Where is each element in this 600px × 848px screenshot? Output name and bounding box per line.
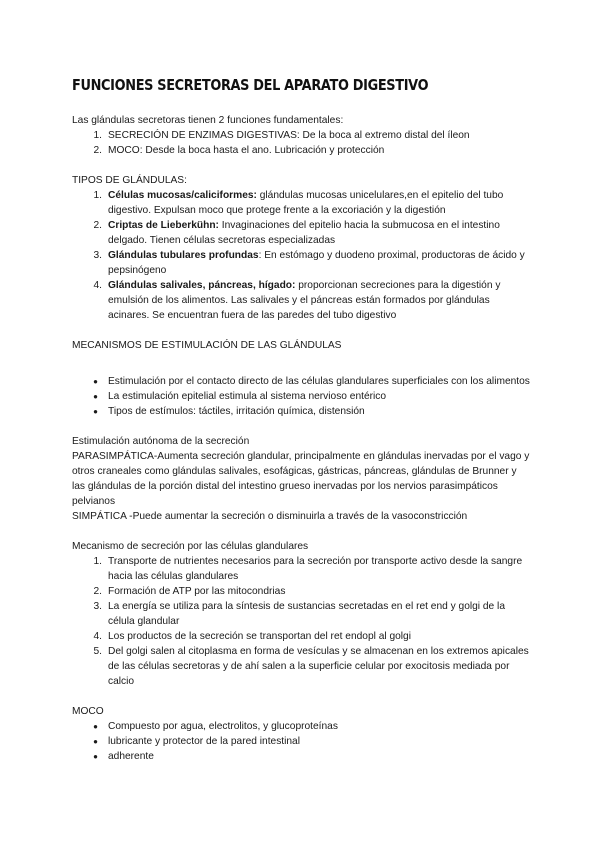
section-heading-mecanismo: Mecanismo de secreción por las células glandulares xyxy=(72,541,309,552)
list-item: 2. Formación de ATP por las mitocondrias xyxy=(93,586,286,597)
tipos-list xyxy=(72,188,532,323)
list-item: ● lubricante y protector de la pared intestinal xyxy=(93,736,300,747)
list-item: 4. Los productos de la secreción se transportan del ret endopl al golgi xyxy=(93,631,411,642)
moco-list xyxy=(72,719,532,764)
section-heading-moco: MOCO xyxy=(72,706,104,717)
list-item: ● adherente xyxy=(93,751,154,762)
list-item: ● Tipos de estímulos: táctiles, irritación química, distensión xyxy=(93,406,365,417)
list-item: 3. Glándulas tubulares profundas: En estómago y duodeno proximal, productoras de ácido y pepsinógeno xyxy=(93,250,525,276)
list-item: 4. Glándulas salivales, páncreas, hígado: proporcionan secreciones para la digestión y emulsión de los alimentos. Las salivales y el páncreas están formados por glándulas acinares. Se encuentran fuera de las paredes del tubo digestivo xyxy=(93,280,501,321)
list-item: ● La estimulación epitelial estimula al sistema nervioso entérico xyxy=(93,391,387,402)
functions-list xyxy=(72,128,532,158)
list-item: 2. MOCO: Desde la boca hasta el ano. Lubricación y protección xyxy=(93,145,385,156)
page-title: FUNCIONES SECRETORAS DEL APARATO DIGESTIVO xyxy=(72,76,429,94)
section-heading-tipos: TIPOS DE GLÁNDULAS: xyxy=(72,175,187,186)
parasimpatica-text: PARASIMPÁTICA-Aumenta secreción glandular, principalmente en glándulas inervadas por el vago y otros craneales como glándulas salivales, esofágicas, gástricas, páncreas, glándulas de Brunner y las glándulas de la porción distal del intestino grueso inervadas por los nervios parasimpáticos pelvianos xyxy=(72,451,530,507)
list-item: ● Compuesto por agua, electrolitos, y glucoproteínas xyxy=(93,721,338,732)
list-item: 3. La energía se utiliza para la síntesis de sustancias secretadas en el ret end y golgi de la célula glandular xyxy=(93,601,505,627)
list-item: 1. SECRECIÓN DE ENZIMAS DIGESTIVAS: De la boca al extremo distal del íleon xyxy=(93,130,470,141)
document-body xyxy=(72,113,532,764)
list-item: 1. Células mucosas/caliciformes: glándulas mucosas unicelulares,en el epitelio del tubo digestivo. Expulsan moco que protege frente a la excoriación y la digestión xyxy=(93,190,504,216)
simpatica-text: SIMPÁTICA -Puede aumentar la secreción o disminuirla a través de la vasoconstricción xyxy=(72,511,468,522)
mecanismo-list xyxy=(72,554,532,689)
list-item: 1. Transporte de nutrientes necesarios para la secreción por transporte activo desde la sangre hacia las células glandulares xyxy=(93,556,523,582)
list-item: 5. Del golgi salen al citoplasma en forma de vesículas y se almacenan en los extremos apicales de las células secretoras y de ahí salen a la superficie celular por exocitosis mediada por calcio xyxy=(93,646,529,687)
mecanismos-list xyxy=(72,374,532,419)
list-item: ● Estimulación por el contacto directo de las células glandulares superficiales con los alimentos xyxy=(93,376,530,387)
section-heading-autonoma: Estimulación autónoma de la secreción xyxy=(72,436,250,447)
list-item: 2. Criptas de Lieberkühn: Invaginaciones del epitelio hacia la submucosa en el intestino delgado. Tienen células secretoras especializadas xyxy=(93,220,500,246)
intro-text: Las glándulas secretoras tienen 2 funciones fundamentales: xyxy=(72,115,344,126)
section-heading-mecanismos: MECANISMOS DE ESTIMULACIÓN DE LAS GLÁNDULAS xyxy=(72,340,342,351)
